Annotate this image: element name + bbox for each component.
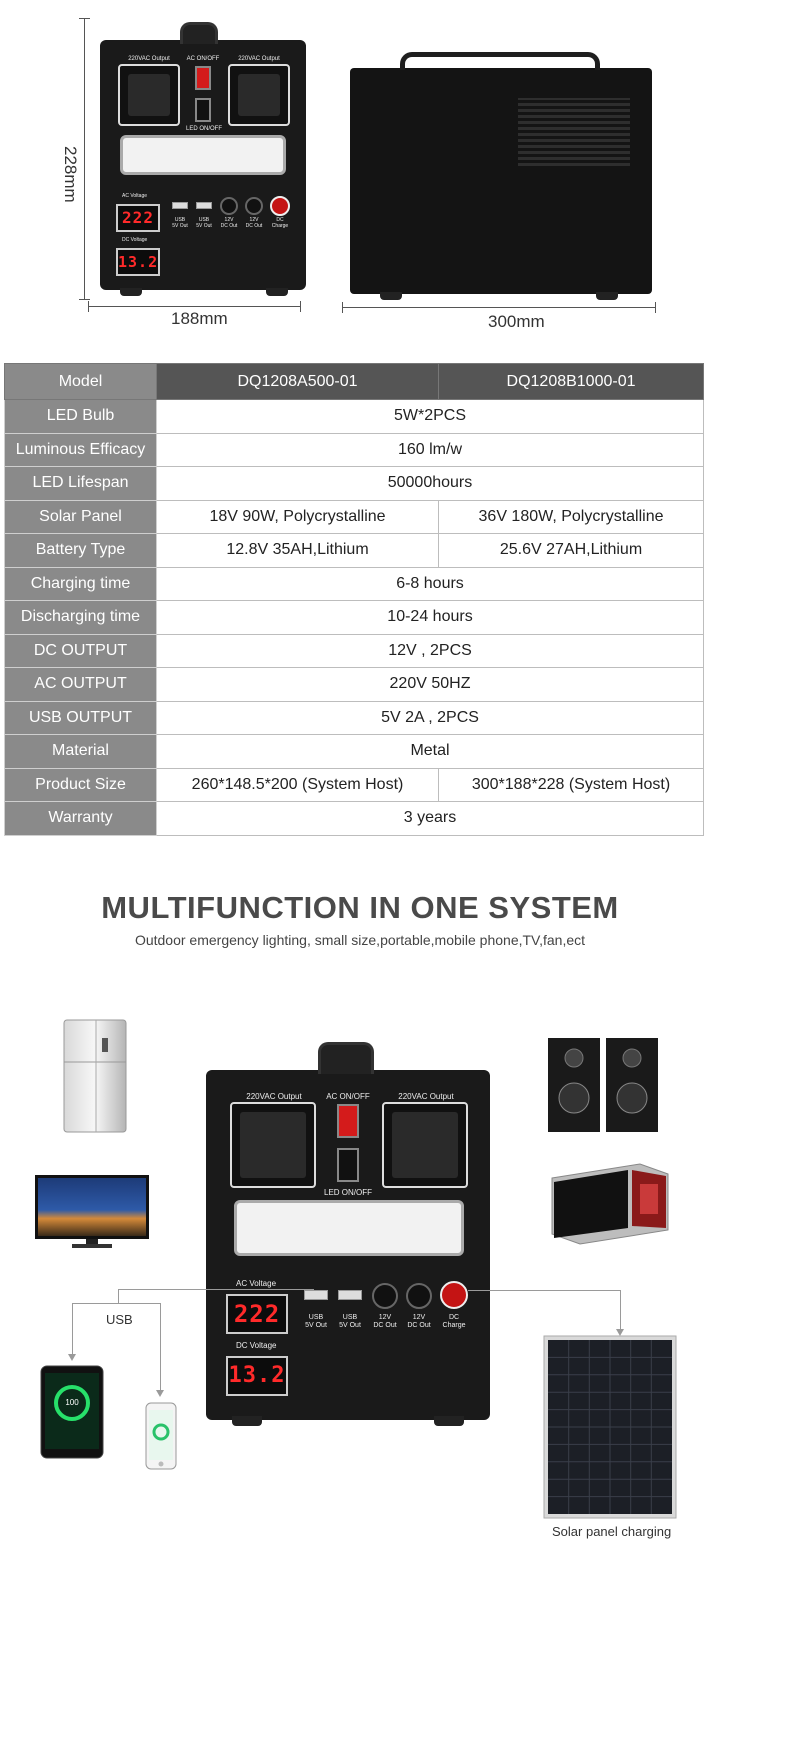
main-ac-socket-right — [382, 1102, 468, 1188]
side-foot-right — [596, 292, 618, 300]
specification-table — [4, 363, 704, 836]
main-usb1-label: USB 5V Out — [305, 1314, 327, 1329]
row-value: Metal — [157, 735, 704, 769]
height-dimension-line — [84, 18, 85, 300]
dc2-label: 12V DC Out — [245, 217, 263, 229]
table-row — [5, 467, 704, 501]
usb-connector-horizontal — [118, 1289, 314, 1290]
usb-connector-phone — [160, 1303, 161, 1391]
main-led-power-switch — [337, 1148, 359, 1182]
table-row — [5, 567, 704, 601]
usb-port-1 — [172, 202, 188, 209]
row-value-b: 25.6V 27AH,Lithium — [439, 534, 704, 568]
solar-panel-icon — [543, 1335, 677, 1519]
main-ac-voltage-display: 222 — [226, 1294, 288, 1334]
ac-voltage-display: 222 — [116, 204, 160, 232]
row-value-b: 36V 180W, Polycrystalline — [439, 500, 704, 534]
ac-socket-right — [228, 64, 290, 126]
main-dc-out-port-2 — [406, 1283, 432, 1309]
row-label: LED Bulb — [5, 400, 157, 434]
socket-right-label: 220VAC Output — [238, 56, 280, 62]
table-row — [5, 701, 704, 735]
row-label: Luminous Efficacy — [5, 433, 157, 467]
side-vents — [518, 98, 630, 166]
main-dc-charge-port — [440, 1281, 468, 1309]
row-value-a: 18V 90W, Polycrystalline — [157, 500, 439, 534]
table-header-row — [5, 364, 704, 400]
row-value: 50000hours — [157, 467, 704, 501]
table-row — [5, 802, 704, 836]
usb-caption: USB — [106, 1312, 133, 1327]
main-usb2-label: USB 5V Out — [339, 1314, 361, 1329]
height-label: 228mm — [61, 146, 80, 203]
dc-out-port-2 — [245, 197, 263, 215]
table-row — [5, 601, 704, 635]
row-value: 5V 2A , 2PCS — [157, 701, 704, 735]
led-light-panel — [120, 135, 286, 175]
dc-voltage-display: 13.2 — [116, 248, 160, 276]
unit-handle — [180, 22, 218, 44]
header-model-b: DQ1208B1000-01 — [439, 364, 704, 400]
width-tick-right — [300, 301, 301, 312]
dimension-drawing — [0, 0, 790, 380]
main-usb-port-2 — [338, 1290, 362, 1300]
socket-left-label: 220VAC Output — [128, 56, 170, 62]
width-tick-left — [88, 301, 89, 312]
usb2-label: USB 5V Out — [196, 217, 212, 229]
usb-arrow-tablet — [68, 1354, 76, 1361]
main-charge-label: DC Charge — [442, 1314, 466, 1329]
speakers-icon — [546, 1036, 660, 1134]
row-label: Solar Panel — [5, 500, 157, 534]
unit-foot-left — [120, 288, 142, 296]
side-view-unit — [350, 68, 652, 294]
solar-connector-horizontal — [468, 1290, 621, 1291]
multifunction-title: MULTIFUNCTION IN ONE SYSTEM — [101, 890, 619, 925]
main-usb-port-1 — [304, 1290, 328, 1300]
ac-socket-left — [118, 64, 180, 126]
side-foot-left — [380, 292, 402, 300]
row-value: 160 lm/w — [157, 433, 704, 467]
tablet-icon — [40, 1365, 104, 1459]
led-power-switch — [195, 98, 211, 122]
unit-foot-right — [266, 288, 288, 296]
main-device — [206, 1070, 490, 1420]
table-row — [5, 768, 704, 802]
main-socket-left-label: 220VAC Output — [246, 1092, 302, 1101]
solar-caption: Solar panel charging — [552, 1524, 672, 1539]
row-value: 10-24 hours — [157, 601, 704, 635]
usb-connector-split — [72, 1303, 160, 1304]
table-row — [5, 735, 704, 769]
main-ac-switch-label: AC ON/OFF — [326, 1092, 370, 1101]
depth-tick-right — [655, 302, 656, 313]
row-value: 5W*2PCS — [157, 400, 704, 434]
main-foot-left — [232, 1416, 262, 1426]
usb-port-2 — [196, 202, 212, 209]
width-label: 188mm — [171, 309, 228, 328]
main-foot-right — [434, 1416, 464, 1426]
charge-label: DC Charge — [271, 217, 289, 229]
front-view-unit — [100, 40, 306, 290]
row-value-a: 12.8V 35AH,Lithium — [157, 534, 439, 568]
header-model-a: DQ1208A500-01 — [157, 364, 439, 400]
row-label: Material — [5, 735, 157, 769]
ac-switch-label: AC ON/OFF — [186, 56, 220, 62]
main-ac-voltage-label: AC Voltage — [236, 1279, 277, 1288]
row-value: 220V 50HZ — [157, 668, 704, 702]
depth-dimension-line — [342, 307, 656, 308]
dc-charge-port — [270, 196, 290, 216]
main-dc-out-port-1 — [372, 1283, 398, 1309]
smartphone-icon — [145, 1402, 177, 1470]
television-icon — [34, 1174, 150, 1250]
depth-tick-left — [342, 302, 343, 313]
row-label: AC OUTPUT — [5, 668, 157, 702]
row-value: 12V , 2PCS — [157, 634, 704, 668]
main-ac-socket-left — [230, 1102, 316, 1188]
usb1-label: USB 5V Out — [172, 217, 188, 229]
ac-power-switch — [195, 66, 211, 90]
header-model-label: Model — [5, 364, 157, 400]
main-dc1-label: 12V DC Out — [373, 1314, 397, 1329]
table-row — [5, 433, 704, 467]
row-value: 6-8 hours — [157, 567, 704, 601]
solar-connector-drop — [620, 1290, 621, 1330]
microwave-icon — [548, 1160, 670, 1248]
table-row — [5, 668, 704, 702]
led-switch-label: LED ON/OFF — [186, 126, 223, 132]
row-value-b: 300*188*228 (System Host) — [439, 768, 704, 802]
row-value-a: 260*148.5*200 (System Host) — [157, 768, 439, 802]
ac-voltage-label: AC Voltage — [122, 193, 148, 199]
main-led-switch-label: LED ON/OFF — [324, 1188, 373, 1197]
row-label: Discharging time — [5, 601, 157, 635]
row-value: 3 years — [157, 802, 704, 836]
height-tick-bottom — [79, 299, 90, 300]
row-label: Product Size — [5, 768, 157, 802]
row-label: LED Lifespan — [5, 467, 157, 501]
tablet-charge-text: 100 — [65, 1398, 79, 1407]
row-label: Battery Type — [5, 534, 157, 568]
usb-connector-tablet — [72, 1303, 73, 1355]
main-device-handle — [318, 1042, 374, 1074]
depth-label: 300mm — [488, 312, 545, 331]
row-label: Charging time — [5, 567, 157, 601]
dc-voltage-label: DC Voltage — [122, 237, 148, 243]
table-row — [5, 400, 704, 434]
row-label: Warranty — [5, 802, 157, 836]
usb-arrow-phone — [156, 1390, 164, 1397]
width-dimension-line — [88, 306, 300, 307]
usb-connector-drop — [118, 1289, 119, 1303]
main-led-light-panel — [234, 1200, 464, 1256]
table-row — [5, 634, 704, 668]
main-socket-right-label: 220VAC Output — [398, 1092, 454, 1101]
table-row — [5, 534, 704, 568]
row-label: USB OUTPUT — [5, 701, 157, 735]
table-row — [5, 500, 704, 534]
main-dc-voltage-display: 13.2 — [226, 1356, 288, 1396]
height-tick-top — [79, 18, 90, 19]
main-ac-power-switch — [337, 1104, 359, 1138]
dc1-label: 12V DC Out — [220, 217, 238, 229]
dc-out-port-1 — [220, 197, 238, 215]
multifunction-subtitle: Outdoor emergency lighting, small size,portable,mobile phone,TV,fan,ect — [134, 932, 586, 948]
main-dc2-label: 12V DC Out — [407, 1314, 431, 1329]
refrigerator-icon — [62, 1018, 128, 1136]
row-label: DC OUTPUT — [5, 634, 157, 668]
main-dc-voltage-label: DC Voltage — [236, 1341, 277, 1350]
side-handle — [400, 52, 600, 70]
